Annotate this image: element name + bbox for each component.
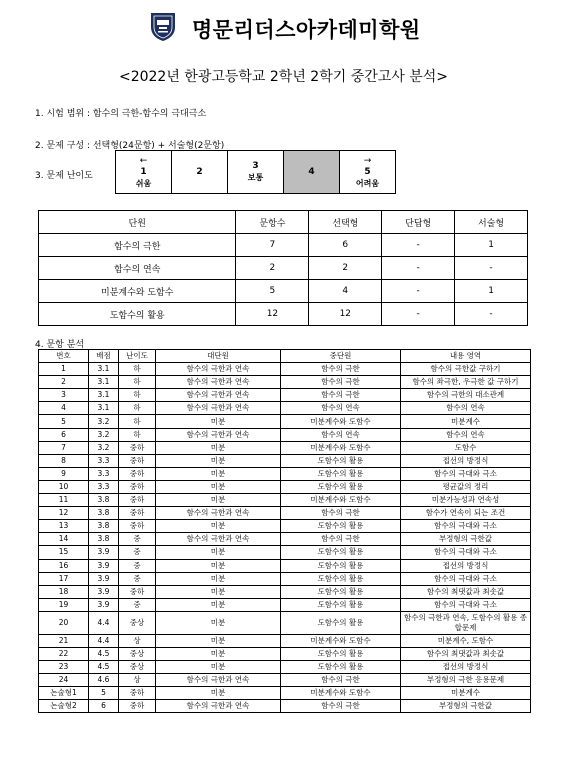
table-cell: 23 xyxy=(39,661,89,674)
table-cell: 4 xyxy=(309,280,382,303)
table-row xyxy=(39,454,531,467)
table-row xyxy=(39,303,528,326)
table-cell: 3.1 xyxy=(89,402,119,415)
table-cell: 함수의 극한과 연속 xyxy=(156,389,281,402)
table-row xyxy=(39,257,528,280)
table-cell: 함수의 연속 xyxy=(401,402,531,415)
table-cell: 3.2 xyxy=(89,441,119,454)
table-cell: 함수의 극대와 극소 xyxy=(401,520,531,533)
table-row xyxy=(39,559,531,572)
table-cell: 미분계수와 도함수 xyxy=(281,441,401,454)
table-cell: 논술형1 xyxy=(39,687,89,700)
table-cell: 미분계수 xyxy=(401,415,531,428)
column-header: 배점 xyxy=(89,350,119,363)
table-cell: 함수의 극한과 연속 xyxy=(156,428,281,441)
table-cell: 미분 xyxy=(156,480,281,493)
table-cell: 함수의 극한 xyxy=(281,363,401,376)
table-cell: 3.2 xyxy=(89,428,119,441)
difficulty-cell: 3 보통 xyxy=(228,151,284,194)
table-cell: 중 xyxy=(119,572,156,585)
table-cell: 중하 xyxy=(119,687,156,700)
table-cell: 6 xyxy=(89,700,119,713)
table-cell: 3 xyxy=(39,389,89,402)
table-cell: 중하 xyxy=(119,585,156,598)
table-cell: 3.3 xyxy=(89,480,119,493)
table-cell: 도함수의 활용 xyxy=(281,647,401,660)
table-row xyxy=(39,647,531,660)
table-cell: 3.3 xyxy=(89,467,119,480)
table-cell: 중 xyxy=(119,559,156,572)
page-title: <2022년 한광고등학교 2학년 2학기 중간고사 분석> xyxy=(118,69,449,85)
table-cell: 중 xyxy=(119,546,156,559)
table-cell: 3.9 xyxy=(89,585,119,598)
table-cell: 부정형의 극한 응용문제 xyxy=(401,674,531,687)
table-cell: 하 xyxy=(119,363,156,376)
table-cell: 접선의 방정식 xyxy=(401,661,531,674)
difficulty-cell: 2 xyxy=(172,151,228,194)
table-cell: 20 xyxy=(39,611,89,634)
table-cell: 15 xyxy=(39,546,89,559)
table-cell: 1 xyxy=(39,363,89,376)
table-cell: 미분 xyxy=(156,661,281,674)
table-row xyxy=(39,441,531,454)
table-cell: 미분계수, 도함수 xyxy=(401,634,531,647)
table-cell: 10 xyxy=(39,480,89,493)
table-cell: 6 xyxy=(39,428,89,441)
table-cell: 중하 xyxy=(119,494,156,507)
table-cell: 4 xyxy=(39,402,89,415)
table-cell: 3.8 xyxy=(89,520,119,533)
difficulty-cell-selected: 4 xyxy=(284,151,340,194)
table-cell: 11 xyxy=(39,494,89,507)
table-cell: 함수의 연속 xyxy=(281,402,401,415)
table-cell: 3.1 xyxy=(89,363,119,376)
difficulty-label: 3. 문제 난이도 xyxy=(35,171,93,181)
table-cell: 함수의 연속 xyxy=(39,257,236,280)
table-cell: 함수의 극한 xyxy=(281,674,401,687)
table-cell: 함수의 최댓값과 최솟값 xyxy=(401,647,531,660)
table-cell: 미분계수와 도함수 xyxy=(39,280,236,303)
table-row xyxy=(39,402,531,415)
table-cell: 함수의 극대와 극소 xyxy=(401,546,531,559)
table-row xyxy=(39,234,528,257)
table-cell: 중하 xyxy=(119,480,156,493)
table-cell: 3.1 xyxy=(89,389,119,402)
table-cell: 함수의 극한 xyxy=(281,700,401,713)
table-cell: 21 xyxy=(39,634,89,647)
table-cell: 부정형의 극한값 xyxy=(401,700,531,713)
table-cell: 함수의 극한 xyxy=(281,533,401,546)
table-cell: 미분계수와 도함수 xyxy=(281,687,401,700)
difficulty-cell: → 5 어려움 xyxy=(340,151,396,194)
table-cell: 하 xyxy=(119,389,156,402)
table-cell: 도함수의 활용 xyxy=(281,611,401,634)
table-cell: 중상 xyxy=(119,661,156,674)
table-cell: 3.8 xyxy=(89,533,119,546)
table-cell: 미분 xyxy=(156,520,281,533)
table-cell: 도함수의 활용 xyxy=(281,467,401,480)
exam-scope: 1. 시험 범위 : 함수의 극한-함수의 극대극소 xyxy=(35,109,207,119)
table-cell: 함수의 극한과 연속 xyxy=(156,533,281,546)
table-cell: 상 xyxy=(119,674,156,687)
table-cell: 중 xyxy=(119,598,156,611)
table-cell: 5 xyxy=(236,280,309,303)
header xyxy=(0,8,567,48)
table-cell: 4.5 xyxy=(89,647,119,660)
column-header: 선택형 xyxy=(309,211,382,234)
table-cell: 함수의 극한의 대소관계 xyxy=(401,389,531,402)
column-header: 단답형 xyxy=(382,211,455,234)
table-cell: 1 xyxy=(455,234,528,257)
table-cell: 도함수의 활용 xyxy=(281,585,401,598)
table-row xyxy=(39,507,531,520)
table-cell: 함수의 극한과 연속 xyxy=(156,363,281,376)
table-row xyxy=(39,661,531,674)
table-cell: 함수의 극한과 연속 xyxy=(156,700,281,713)
column-header: 난이도 xyxy=(119,350,156,363)
table-cell: - xyxy=(382,257,455,280)
table-cell: 함수의 극한과 연속 xyxy=(156,376,281,389)
table-cell: - xyxy=(382,303,455,326)
table-row xyxy=(39,494,531,507)
table-cell: 미분 xyxy=(156,546,281,559)
table-cell: 미분계수와 도함수 xyxy=(281,494,401,507)
table-row xyxy=(39,280,528,303)
table-cell: 3.8 xyxy=(89,507,119,520)
table-cell: 2 xyxy=(309,257,382,280)
column-header: 문항수 xyxy=(236,211,309,234)
table-cell: 접선의 방정식 xyxy=(401,454,531,467)
unit-summary-table xyxy=(38,210,528,326)
table-cell: 함수가 연속이 되는 조건 xyxy=(401,507,531,520)
academy-logo-icon xyxy=(148,10,178,42)
column-header: 번호 xyxy=(39,350,89,363)
table-cell: 중하 xyxy=(119,441,156,454)
table-cell: 상 xyxy=(119,634,156,647)
table-cell: 3.9 xyxy=(89,598,119,611)
table-cell: 함수의 최댓값과 최솟값 xyxy=(401,585,531,598)
table-row xyxy=(39,598,531,611)
column-header: 단원 xyxy=(39,211,236,234)
column-header: 중단원 xyxy=(281,350,401,363)
table-row xyxy=(39,467,531,480)
table-cell: 중하 xyxy=(119,520,156,533)
table-cell: 14 xyxy=(39,533,89,546)
table-cell: 하 xyxy=(119,376,156,389)
table-cell: - xyxy=(455,303,528,326)
table-cell: 중하 xyxy=(119,454,156,467)
table-cell: 중하 xyxy=(119,700,156,713)
table-cell: 평균값의 정리 xyxy=(401,480,531,493)
column-header: 서술형 xyxy=(455,211,528,234)
table-cell: 함수의 연속 xyxy=(281,428,401,441)
table-row xyxy=(39,585,531,598)
table-cell: 도함수의 활용 xyxy=(281,598,401,611)
table-cell: 함수의 극한 xyxy=(281,376,401,389)
table-row xyxy=(39,533,531,546)
table-cell: 미분계수와 도함수 xyxy=(281,634,401,647)
table-cell: 미분 xyxy=(156,467,281,480)
table-row xyxy=(39,572,531,585)
table-cell: 미분 xyxy=(156,454,281,467)
table-cell: 3.2 xyxy=(89,415,119,428)
table-cell: 미분 xyxy=(156,598,281,611)
table-row xyxy=(39,480,531,493)
table-cell: 도함수의 활용 xyxy=(281,480,401,493)
table-cell: 함수의 극한과 연속 xyxy=(156,674,281,687)
table-cell: 5 xyxy=(39,415,89,428)
table-cell: - xyxy=(382,234,455,257)
table-cell: 중상 xyxy=(119,647,156,660)
table-cell: 미분계수와 도함수 xyxy=(281,415,401,428)
table-row xyxy=(39,363,531,376)
table-cell: 3.9 xyxy=(89,559,119,572)
table-cell: 3.9 xyxy=(89,572,119,585)
table-cell: 4.4 xyxy=(89,611,119,634)
question-composition: 2. 문제 구성 : 선택형(24문항) + 서술형(2문항) xyxy=(35,141,225,151)
table-cell: 1 xyxy=(455,280,528,303)
table-cell: 함수의 극한과 연속 xyxy=(156,402,281,415)
table-cell: 12 xyxy=(236,303,309,326)
academy-name: 명문리더스아카데미학원 xyxy=(192,18,421,42)
table-cell: 미분 xyxy=(156,559,281,572)
table-cell: 7 xyxy=(39,441,89,454)
table-cell: 7 xyxy=(236,234,309,257)
table-cell: 미분 xyxy=(156,585,281,598)
table-cell: 함수의 극대와 극소 xyxy=(401,572,531,585)
table-cell: 미분가능성과 연속성 xyxy=(401,494,531,507)
table-cell: 미분 xyxy=(156,687,281,700)
table-cell: 중하 xyxy=(119,467,156,480)
table-cell: 하 xyxy=(119,402,156,415)
table-cell: 함수의 극한 xyxy=(39,234,236,257)
column-header: 대단원 xyxy=(156,350,281,363)
table-cell: 함수의 극한 xyxy=(281,507,401,520)
table-cell: 3.1 xyxy=(89,376,119,389)
table-cell: 함수의 극한 xyxy=(281,389,401,402)
table-cell: 2 xyxy=(39,376,89,389)
table-cell: 4.6 xyxy=(89,674,119,687)
table-cell: 함수의 극대와 극소 xyxy=(401,598,531,611)
difficulty-cell: ← 1 쉬움 xyxy=(116,151,172,194)
table-cell: 19 xyxy=(39,598,89,611)
table-cell: 도함수의 활용 xyxy=(281,661,401,674)
analysis-label: 4. 문항 분석 xyxy=(35,340,85,350)
table-cell: 중 xyxy=(119,533,156,546)
table-row xyxy=(39,415,531,428)
table-cell: 중하 xyxy=(119,507,156,520)
table-cell: 2 xyxy=(236,257,309,280)
table-cell: 13 xyxy=(39,520,89,533)
table-cell: 22 xyxy=(39,647,89,660)
table-cell: 9 xyxy=(39,467,89,480)
table-row xyxy=(39,611,531,634)
table-cell: 논술형2 xyxy=(39,700,89,713)
table-cell: 미분 xyxy=(156,572,281,585)
table-row xyxy=(39,376,531,389)
table-cell: 3.8 xyxy=(89,494,119,507)
table-cell: - xyxy=(382,280,455,303)
table-cell: 부정형의 극한값 xyxy=(401,533,531,546)
table-row xyxy=(39,687,531,700)
table-cell: 하 xyxy=(119,428,156,441)
table-cell: 접선의 방정식 xyxy=(401,559,531,572)
table-row xyxy=(39,634,531,647)
table-cell: 함수의 극한값 구하기 xyxy=(401,363,531,376)
table-cell: 함수의 극한과 연속, 도함수의 활용 종합문제 xyxy=(401,611,531,634)
table-cell: 도함수의 활용 xyxy=(281,572,401,585)
table-cell: 도함수의 활용 xyxy=(281,520,401,533)
table-cell: 함수의 극한과 연속 xyxy=(156,507,281,520)
question-analysis-table xyxy=(38,349,531,713)
table-row xyxy=(39,428,531,441)
table-cell: 3.9 xyxy=(89,546,119,559)
table-row xyxy=(39,546,531,559)
table-row xyxy=(39,389,531,402)
column-header: 내용 영역 xyxy=(401,350,531,363)
table-cell: 함수의 극대와 극소 xyxy=(401,467,531,480)
table-row xyxy=(39,520,531,533)
table-cell: 미분 xyxy=(156,415,281,428)
table-cell: - xyxy=(455,257,528,280)
table-cell: 미분 xyxy=(156,634,281,647)
table-row xyxy=(39,700,531,713)
table-cell: 도함수의 활용 xyxy=(281,559,401,572)
table-cell: 4.5 xyxy=(89,661,119,674)
table-cell: 16 xyxy=(39,559,89,572)
table-cell: 8 xyxy=(39,454,89,467)
table-cell: 미분계수 xyxy=(401,687,531,700)
table-cell: 4.4 xyxy=(89,634,119,647)
table-cell: 5 xyxy=(89,687,119,700)
table-cell: 12 xyxy=(39,507,89,520)
table-cell: 함수의 연속 xyxy=(401,428,531,441)
table-cell: 17 xyxy=(39,572,89,585)
table-cell: 미분 xyxy=(156,647,281,660)
table-cell: 24 xyxy=(39,674,89,687)
table-cell: 함수의 좌극한, 우극한 값 구하기 xyxy=(401,376,531,389)
table-cell: 도함수의 활용 xyxy=(39,303,236,326)
table-cell: 도함수의 활용 xyxy=(281,546,401,559)
table-cell: 6 xyxy=(309,234,382,257)
table-cell: 미분 xyxy=(156,441,281,454)
table-cell: 미분 xyxy=(156,611,281,634)
table-row xyxy=(39,674,531,687)
table-cell: 18 xyxy=(39,585,89,598)
table-cell: 12 xyxy=(309,303,382,326)
table-cell: 중상 xyxy=(119,611,156,634)
difficulty-scale xyxy=(115,150,396,194)
table-cell: 3.3 xyxy=(89,454,119,467)
table-cell: 미분 xyxy=(156,494,281,507)
table-cell: 하 xyxy=(119,415,156,428)
table-cell: 도함수 xyxy=(401,441,531,454)
table-cell: 도함수의 활용 xyxy=(281,454,401,467)
